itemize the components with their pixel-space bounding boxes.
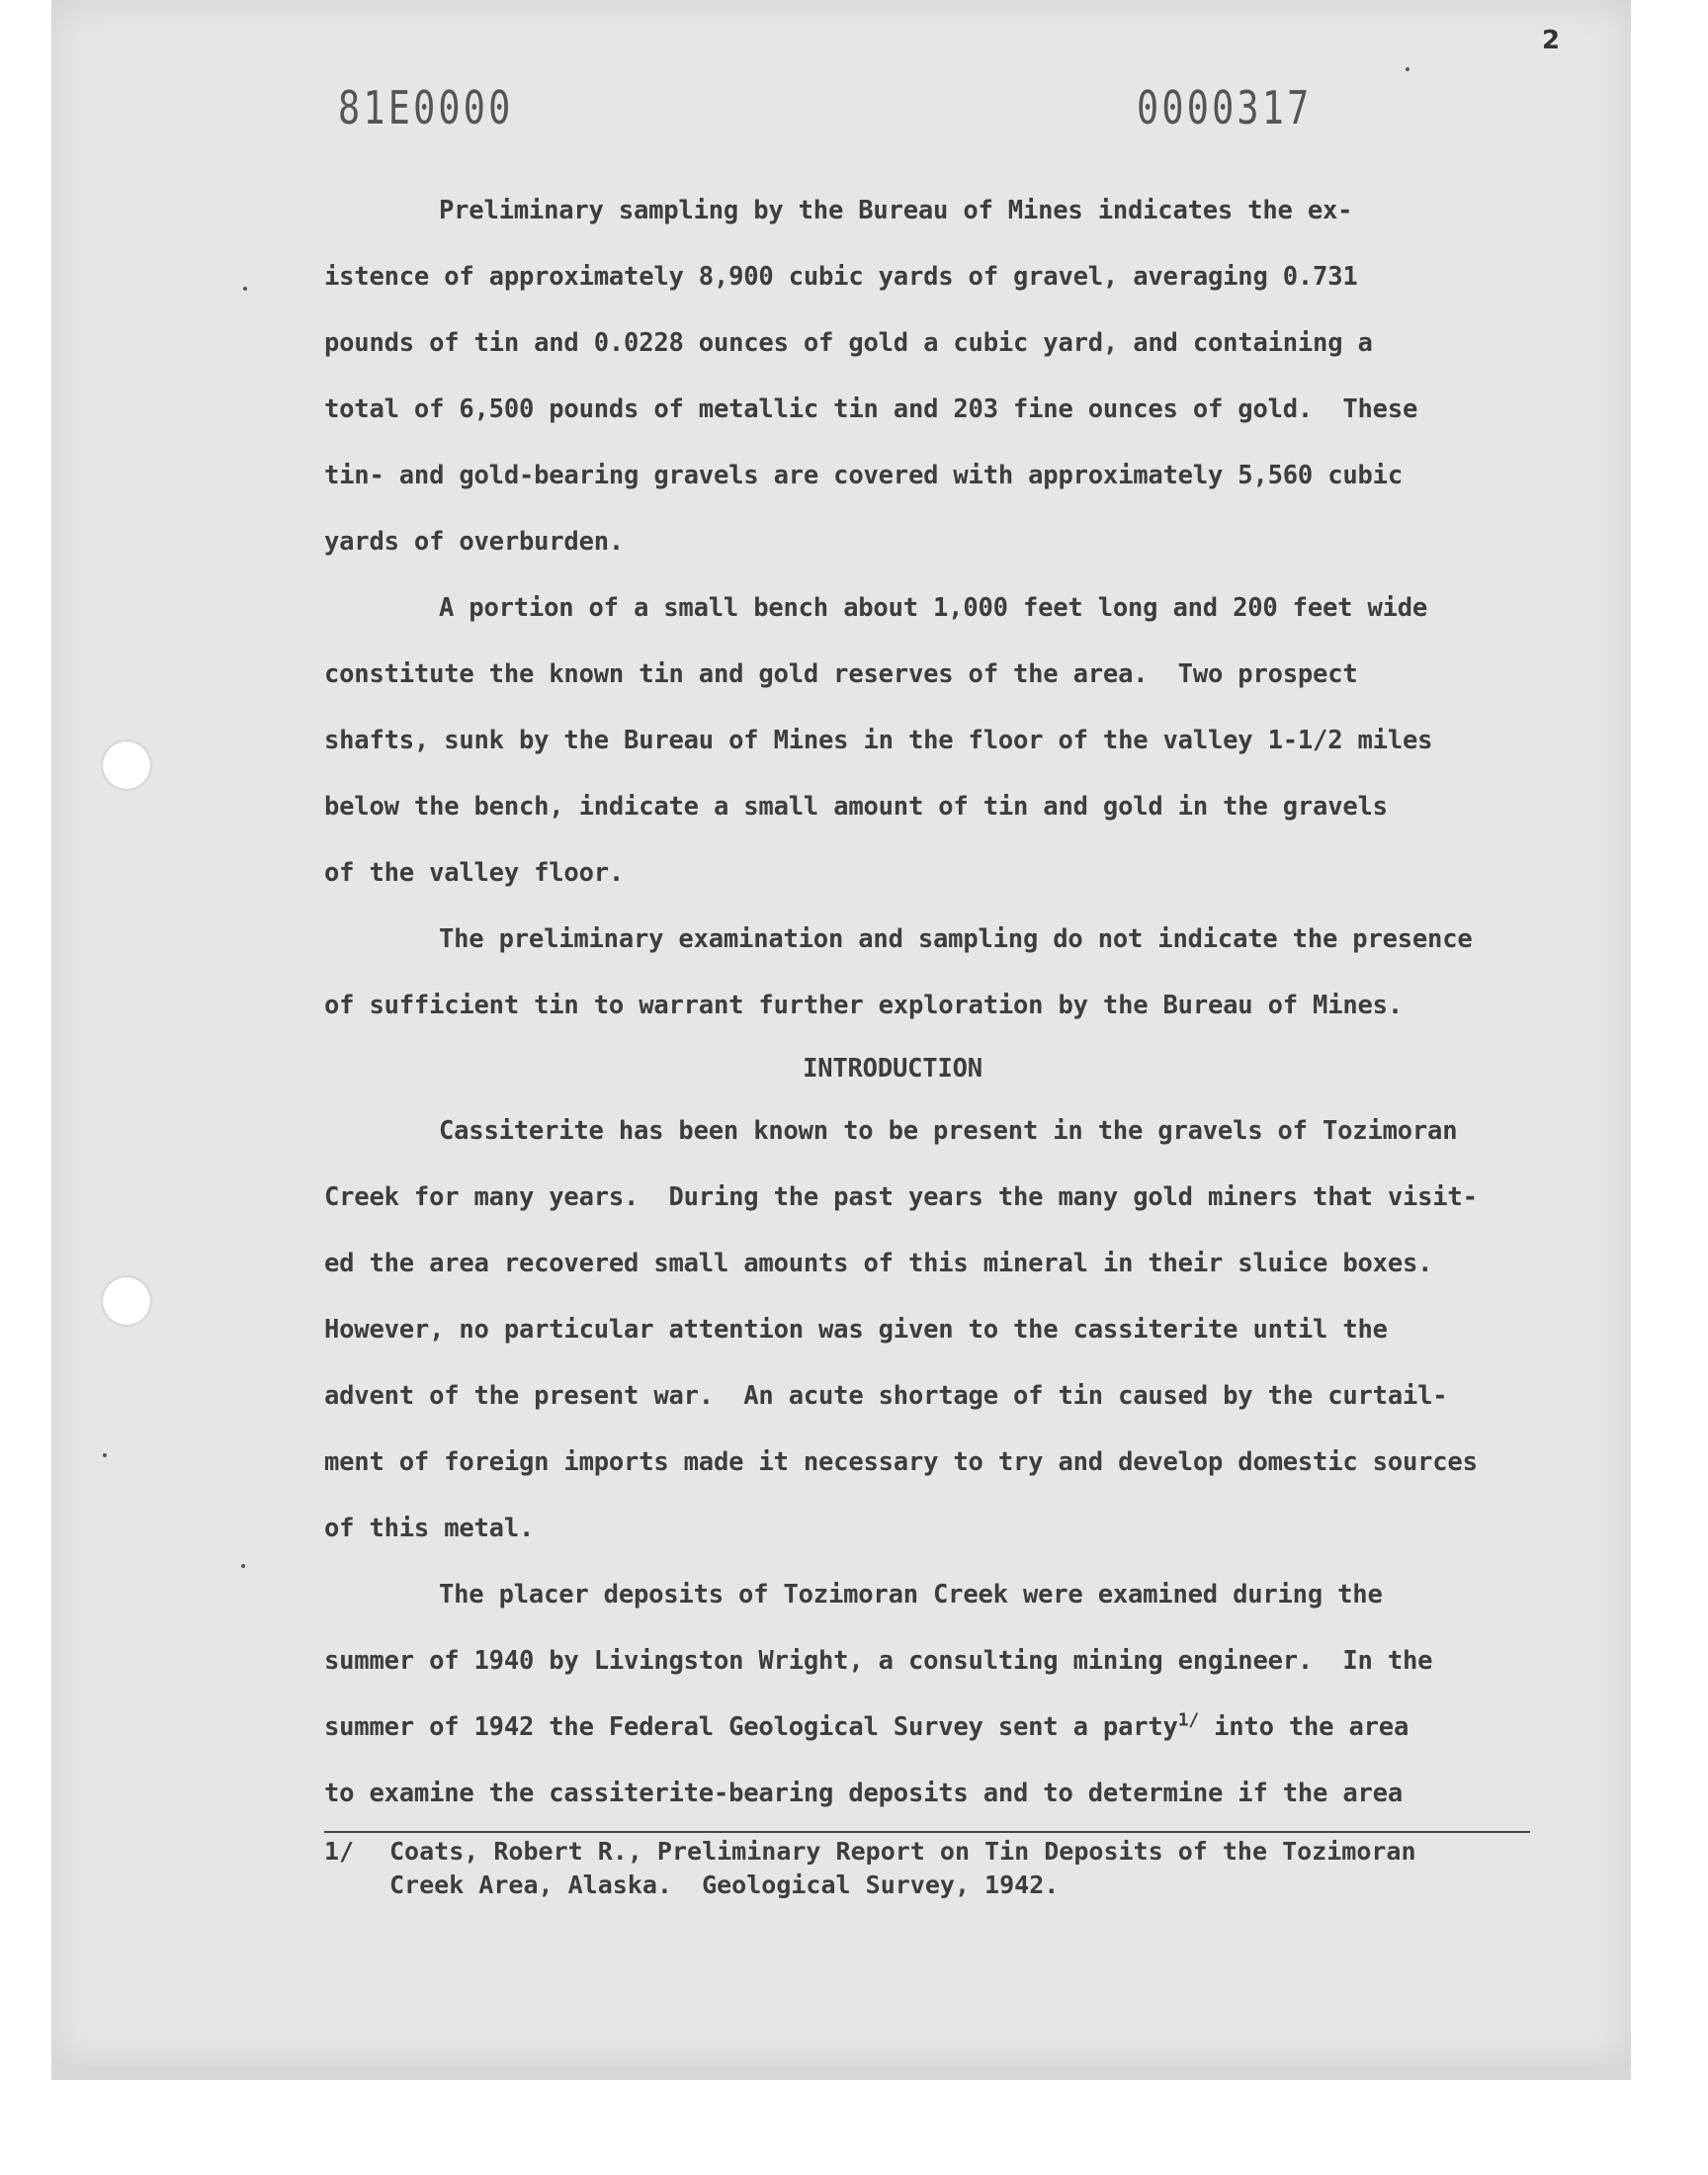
text-line: The placer deposits of Tozimoran Creek were examined during the bbox=[439, 1580, 1383, 1610]
text-segment: summer of 1942 the Federal Geological Survey sent a party bbox=[324, 1712, 1178, 1742]
paragraph-summary-sampling bbox=[324, 178, 1599, 575]
text-line: ment of foreign imports made it necessary to try and develop domestic sources bbox=[324, 1447, 1478, 1477]
punch-hole-upper bbox=[103, 741, 150, 789]
scan-speck bbox=[103, 1453, 107, 1457]
footnote bbox=[324, 1835, 1570, 1902]
scan-speck bbox=[241, 1564, 245, 1568]
text-line: Preliminary sampling by the Bureau of Mines indicates the ex- bbox=[439, 196, 1353, 225]
text-segment: into the area bbox=[1198, 1712, 1409, 1742]
body-text bbox=[324, 178, 1599, 1827]
paragraph-introduction-history bbox=[324, 1098, 1599, 1562]
text-line: The preliminary examination and sampling do not indicate the presence bbox=[439, 924, 1473, 954]
footnote-mark: 1/ bbox=[324, 1837, 355, 1866]
footnote-divider bbox=[324, 1831, 1530, 1833]
text-line: pounds of tin and 0.0228 ounces of gold a cubic yard, and containing a bbox=[324, 328, 1373, 358]
text-line: of sufficient tin to warrant further exploration by the Bureau of Mines. bbox=[324, 991, 1403, 1020]
text-line: Creek for many years. During the past years the many gold miners that visit- bbox=[324, 1182, 1478, 1212]
text-line: constitute the known tin and gold reserves of the area. Two prospect bbox=[324, 659, 1358, 689]
footnote-line bbox=[324, 1835, 1570, 1869]
text-line: summer of 1940 by Livingston Wright, a consulting mining engineer. In the bbox=[324, 1646, 1433, 1676]
text-line: total of 6,500 pounds of metallic tin and 203 fine ounces of gold. These bbox=[324, 394, 1418, 424]
page-bottom-edge bbox=[51, 2066, 1631, 2080]
text-line: yards of overburden. bbox=[324, 527, 625, 557]
footnote-text: Coats, Robert R., Preliminary Report on Tin Deposits of the Tozimoran bbox=[389, 1837, 1416, 1866]
document-stamp-left: 81E0000 bbox=[338, 81, 514, 134]
text-line: of the valley floor. bbox=[324, 858, 625, 888]
text-line: below the bench, indicate a small amount of tin and gold in the gravels bbox=[324, 792, 1388, 822]
punch-hole-lower bbox=[103, 1277, 150, 1325]
text-line: to examine the cassiterite-bearing deposits and to determine if the area bbox=[324, 1779, 1403, 1808]
text-line: ed the area recovered small amounts of this mineral in their sluice boxes. bbox=[324, 1249, 1433, 1278]
text-line-with-footnote-ref bbox=[324, 1695, 1599, 1761]
footnote-line: Creek Area, Alaska. Geological Survey, 1942. bbox=[389, 1870, 1060, 1899]
paragraph-introduction-examination bbox=[324, 1562, 1599, 1827]
text-line: However, no particular attention was given to the cassiterite until the bbox=[324, 1315, 1388, 1345]
paragraph-summary-conclusion bbox=[324, 907, 1599, 1039]
text-line: istence of approximately 8,900 cubic yards of gravel, averaging 0.731 bbox=[324, 262, 1358, 292]
document-stamp-right: 0000317 bbox=[1137, 81, 1313, 134]
scan-speck bbox=[1406, 67, 1409, 71]
paragraph-summary-reserves bbox=[324, 575, 1599, 907]
text-line: A portion of a small bench about 1,000 feet long and 200 feet wide bbox=[439, 593, 1428, 623]
text-line: of this metal. bbox=[324, 1514, 535, 1543]
text-line: tin- and gold-bearing gravels are covered with approximately 5,560 cubic bbox=[324, 461, 1403, 490]
footnote-reference: 1/ bbox=[1177, 1709, 1199, 1731]
page-number: 2 bbox=[1542, 26, 1561, 55]
text-line: shafts, sunk by the Bureau of Mines in the floor of the valley 1-1/2 miles bbox=[324, 726, 1433, 755]
section-heading-introduction: INTRODUCTION bbox=[803, 1054, 982, 1084]
text-line: Cassiterite has been known to be present in the gravels of Tozimoran bbox=[439, 1116, 1458, 1146]
text-line: advent of the present war. An acute shortage of tin caused by the curtail- bbox=[324, 1381, 1448, 1411]
scan-speck bbox=[243, 287, 247, 291]
